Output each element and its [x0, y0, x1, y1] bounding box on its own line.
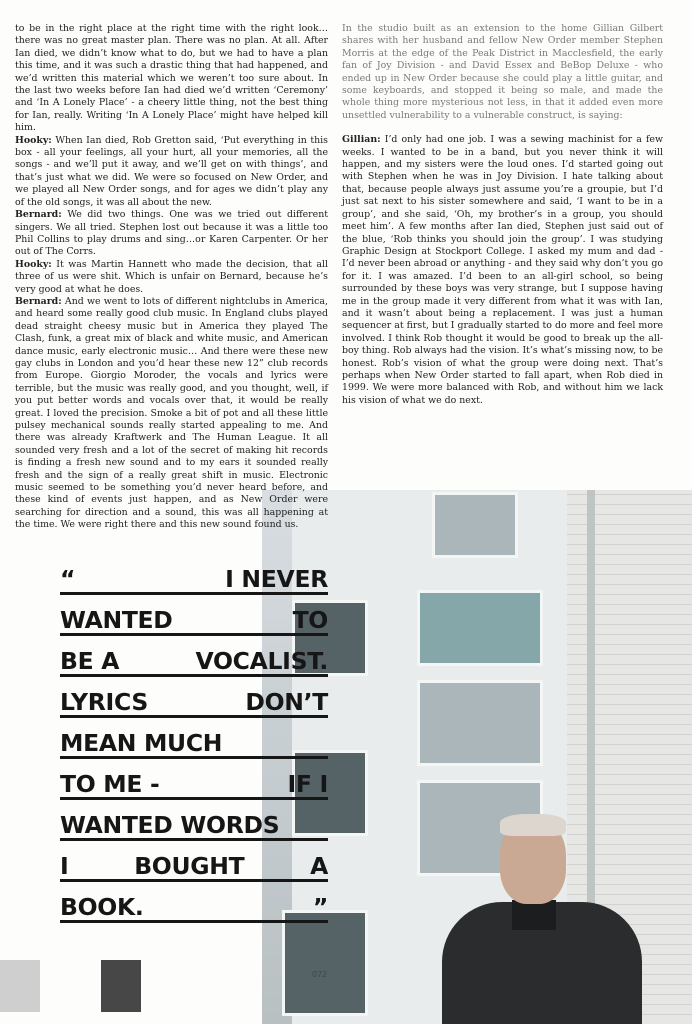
- paragraph: Gillian: I’d only had one job. I was a sewing machinist for a few weeks. I wanted to be in a band, but you never think it will happen, and my sisters were the loud ones. I’d started going out with Stephen when he was in Joy Division. I hate talking about that, because people always just assume you’re a groupie, but I’d just sat next to his sister somewhere and said, ‘I want to be in a group’, and she said, ‘Oh, my brother’s in a group, you should meet him’. A few months after Ian died, Stephen just said out of the blue, ‘Rob thinks you should join the group’. I was studying Graphic Design at Stockport College. I asked my mum and dad - I’d never been abroad or anything - and they said why don’t you go for it. I was amazed. I’d been to an all-girl school, so being surrounded by these boys was very strange, but I suppose having me in the group made it very different from what it was with Ian, and it wasn’t about being a replacement. I was just a human sequencer at first, but I gradually started to do more and feel more involved. I think Rob thought it would be good to break up the all-boy thing. Rob always had the vision. It’s what’s missing now, to be honest. Rob’s vision of what the group were doing next. That’s perhaps when New Order started to fall apart, when Rob died in 1999. We were more balanced with Rob, and without him we lack his vision of what we do next.: [342, 134, 663, 406]
- window: [432, 492, 518, 558]
- pull-quote-word: BE A: [60, 647, 120, 675]
- pull-quote-word: ”: [312, 893, 328, 921]
- pull-quote-word: I: [60, 852, 69, 880]
- pull-quote-word: LYRICS: [60, 688, 148, 716]
- left-text-column: [15, 23, 328, 532]
- hair: [500, 814, 566, 836]
- right-text-column: [342, 23, 663, 407]
- page-number: 072: [312, 970, 328, 979]
- pull-quote: [60, 560, 328, 929]
- pull-quote-line: [60, 847, 328, 882]
- pull-quote-line: [60, 601, 328, 636]
- paragraph: to be in the right place at the right time with the right look…there was no great master plan. There was no plan. At all. After Ian died, we didn’t know what to do, but we had to have a plan this time, and it was such a drastic thing that had happened, and we’d written this material which we weren’t too sure about. In the last two weeks before Ian had died we’d written ‘Ceremony’ and ‘In A Lonely Place’ - a cheery little thing, not the best thing for Ian, really. Writing ‘In A Lonely Place’ might have helped kill him.: [15, 23, 328, 134]
- intro-paragraph: In the studio built as an extension to the home Gillian Gilbert shares with her husband and fellow New Order member Stephen Morris at the edge of the Peak District in Macclesfield, the early fan of Joy Division - and David Essex and BeBop Deluxe - who ended up in New Order because she could play a little guitar, and some keyboards, and stopped it being so male, and made the whole thing more mysterious not less, in that it added even more unsettled vulnerability to a vulnerable construct, is saying:: [342, 23, 663, 121]
- paragraph: Hooky: When Ian died, Rob Gretton said, ‘Put everything in this box - all your feelings, all your hurt, all your memories, all the songs - and we’ll put it away, and we’ll get on with things’, and that’s just what we did. We were so focused on New Order, and we played all New Order songs, and for ages we didn’t play any of the old songs, it was all about the new.: [15, 134, 328, 208]
- pull-quote-line: [60, 806, 328, 841]
- pull-quote-line: [60, 724, 328, 759]
- pull-quote-word: “: [60, 565, 76, 593]
- window: [417, 680, 543, 766]
- pull-quote-word: TO: [292, 606, 328, 634]
- pull-quote-line: [60, 765, 328, 800]
- pull-quote-word: A: [310, 852, 328, 880]
- pull-quote-word: DON’T: [245, 688, 328, 716]
- pull-quote-word: TO ME -: [60, 770, 160, 798]
- pull-quote-line: [60, 683, 328, 718]
- paragraph: Hooky: It was Martin Hannett who made the decision, that all three of us were shit. Which is unfair on Bernard, because he’s very good at what he does.: [15, 258, 328, 295]
- window: [417, 590, 543, 666]
- pull-quote-line: [60, 560, 328, 595]
- pull-quote-word: IF I: [287, 770, 328, 798]
- paragraph: Bernard: And we went to lots of different nightclubs in America, and heard some really good club music. In England clubs played dead straight cheesy music but in America they played The Clash, funk, a great mix of black and white music, and American dance music, early electronic music… And there were these new gay clubs in London and you’d hear these new 12” club records from Europe. Giorgio Moroder, the vocals and lyrics were terrible, but the music was really good, and you thought, well, if you put better words and vocals over that, it would be really great. I loved the precision. Smoke a bit of pot and all these little pulsey mechanical sounds really started appealing to me. And there was already Kraftwerk and The Human League. It all sounded very fresh and a lot of the secret of making hit records is finding a fresh new sound and to my ears it sounded really fresh and the sign of a really great shift in music. Electronic music seemed to be something you’d never heard before, and these kind of events just happen, and as New Order were searching for direction and a sound, this was all happening at the time. We were right there and this new sound found us.: [15, 295, 329, 531]
- portrait-subject: [442, 818, 642, 1024]
- color-swatch-dark: [101, 960, 141, 1012]
- pull-quote-word: MEAN MUCH: [60, 729, 223, 757]
- color-swatch-light: [0, 960, 40, 1012]
- pull-quote-line: [60, 888, 328, 923]
- pull-quote-line: [60, 642, 328, 677]
- pull-quote-word: BOUGHT: [134, 852, 245, 880]
- paragraph: Bernard: We did two things. One was we tried out different singers. We all tried. Stephen lost out because it was a little too Phil Collins to play drums and sing…or Karen Carpenter. Or her out of The Corrs.: [15, 209, 329, 258]
- pull-quote-word: WANTED: [60, 606, 173, 634]
- pull-quote-word: I NEVER: [225, 565, 328, 593]
- speaker-label: Gillian:: [342, 134, 381, 146]
- pull-quote-word: BOOK.: [60, 893, 144, 921]
- pull-quote-word: WANTED WORDS: [60, 811, 280, 839]
- pull-quote-word: VOCALIST.: [195, 647, 328, 675]
